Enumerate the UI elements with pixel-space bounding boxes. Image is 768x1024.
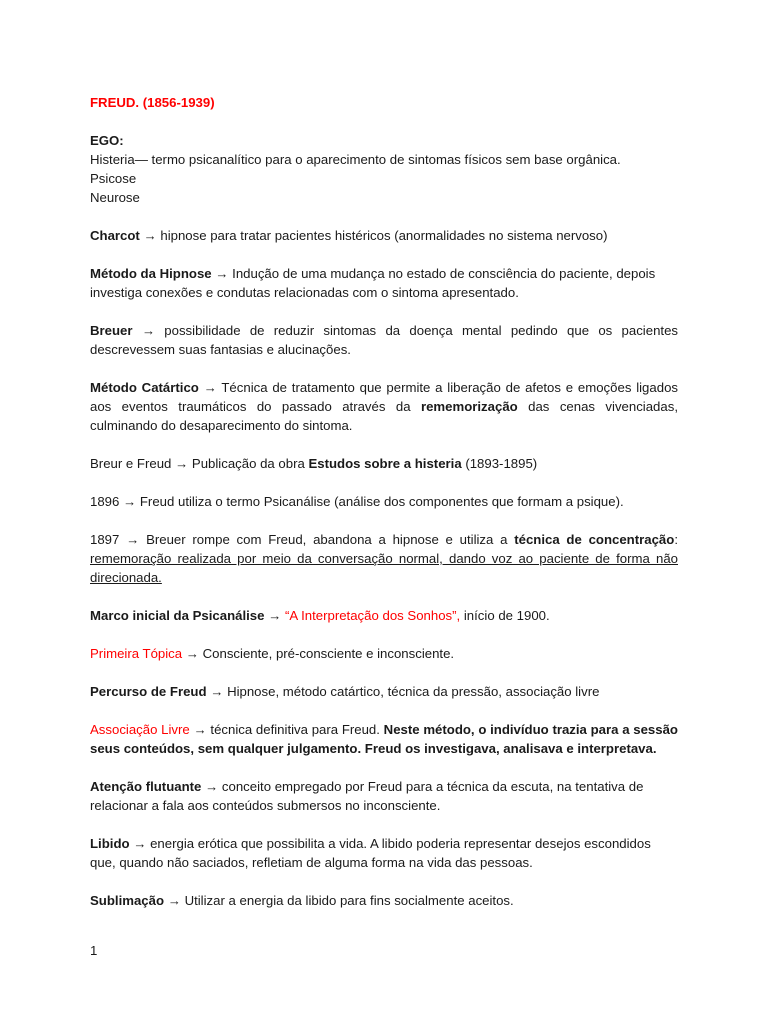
arrow-icon: → [123,494,137,509]
arrow-icon: → [141,323,155,338]
arrow-icon: → [210,684,224,699]
rememorizacao-term: rememorização [420,399,518,414]
arrow-icon: → [133,836,147,851]
rememoracao-underline: rememoração realizada por meio da conversação normal, dando voz ao paciente de forma não direcionada. [90,551,678,585]
document-body [90,93,678,929]
associacao-paragraph [90,720,678,758]
document-title [90,93,678,112]
metodo-catartico-text: Técnica de tratamento que permite a liberação de afetos e emoções ligados aos eventos traumáticos do passado através da [90,380,678,414]
sublimacao-text: Utilizar a energia da libido para fins socialmente aceitos. [184,893,514,908]
metodo-catartico-term: Método Catártico [90,380,199,395]
arrow-icon: → [143,228,157,243]
marco-paragraph [90,606,678,625]
metodo-hipnose-text: Indução de uma mudança no estado de consciência do paciente, depois investiga conexões e condutas relacionadas com o sintoma apresentado. [90,266,656,300]
arrow-icon: → [205,779,219,794]
arrow-icon: → [203,380,217,395]
associacao-bold-text: Neste método, o indivíduo trazia para a sessão seus conteúdos, sem qualquer julgamento. Freud os investigava, analisava e interpretava. [90,722,678,756]
estudos-histeria-title: Estudos sobre a histeria [308,456,462,471]
charcot-paragraph [90,226,678,245]
arrow-icon: → [126,532,140,547]
ego-section [90,131,678,207]
year-1897: 1897 [90,532,120,547]
charcot-text: hipnose para tratar pacientes histéricos (anormalidades no sistema nervoso) [160,228,608,243]
libido-text: energia erótica que possibilita a vida. A libido poderia representar desejos escondidos que, quando não saciados, refletiam de alguma forma na vida das pessoas. [90,836,651,870]
primeira-topica-term: Primeira Tópica [90,646,183,661]
atencao-text: conceito empregado por Freud para a técnica da escuta, na tentativa de relacionar a fala aos conteúdos submersos no inconsciente. [90,779,644,813]
breuer-freud-years: (1893-1895) [465,456,538,471]
arrow-icon: → [193,722,207,737]
breuer-text: possibilidade de reduzir sintomas da doença mental pedindo que os pacientes descrevessem suas fantasias e alucinações. [90,323,679,357]
associacao-term: Associação Livre [90,722,190,737]
associacao-text: técnica definitiva para Freud. [210,722,380,737]
atencao-term: Atenção flutuante [90,779,202,794]
year-1896-paragraph [90,492,678,511]
primeira-topica-paragraph [90,644,678,663]
ego-heading: EGO: [90,133,124,148]
arrow-icon: → [215,266,229,281]
arrow-icon: → [185,646,199,661]
metodo-catartico-text-end: das cenas vivenciadas, culminando do desaparecimento do sintoma. [90,399,678,433]
ego-line-histeria: Histeria— termo psicanalítico para o aparecimento de sintomas físicos sem base orgânica. [90,152,621,167]
atencao-paragraph [90,777,678,815]
percurso-text: Hipnose, método catártico, técnica da pressão, associação livre [227,684,600,699]
metodo-hipnose-paragraph [90,264,678,302]
ego-line-psicose: Psicose [90,171,137,186]
libido-paragraph [90,834,678,872]
year-1896-text: Freud utiliza o termo Psicanálise (análise dos componentes que formam a psique). [139,494,624,509]
arrow-icon: → [167,893,181,908]
libido-term: Libido [90,836,130,851]
arrow-icon: → [268,608,282,623]
metodo-hipnose-term: Método da Hipnose [90,266,212,281]
colon: : [674,532,678,547]
primeira-topica-text: Consciente, pré-consciente e inconsciente. [202,646,455,661]
sublimacao-term: Sublimação [90,893,165,908]
year-1897-text: Breuer rompe com Freud, abandona a hipnose e utiliza a [146,532,508,547]
tecnica-concentracao-term: técnica de concentração [514,532,675,547]
year-1896: 1896 [90,494,120,509]
breuer-freud-term: Breur e Freud [90,456,172,471]
marco-term: Marco inicial da Psicanálise [90,608,265,623]
sublimacao-paragraph [90,891,678,910]
title-text: FREUD. (1856-1939) [90,95,215,110]
breuer-term: Breuer [90,323,133,338]
metodo-catartico-paragraph [90,378,678,435]
page-number: 1 [90,943,98,958]
arrow-icon: → [175,456,189,471]
breuer-freud-paragraph [90,454,678,473]
ego-line-neurose: Neurose [90,190,140,205]
breuer-paragraph [90,321,678,359]
interpretacao-sonhos-title: “A Interpretação dos Sonhos”, [284,608,461,623]
percurso-term: Percurso de Freud [90,684,207,699]
marco-text: início de 1900. [463,608,550,623]
year-1897-paragraph [90,530,678,587]
charcot-term: Charcot [90,228,140,243]
breuer-freud-text: Publicação da obra [191,456,305,471]
percurso-paragraph [90,682,678,701]
